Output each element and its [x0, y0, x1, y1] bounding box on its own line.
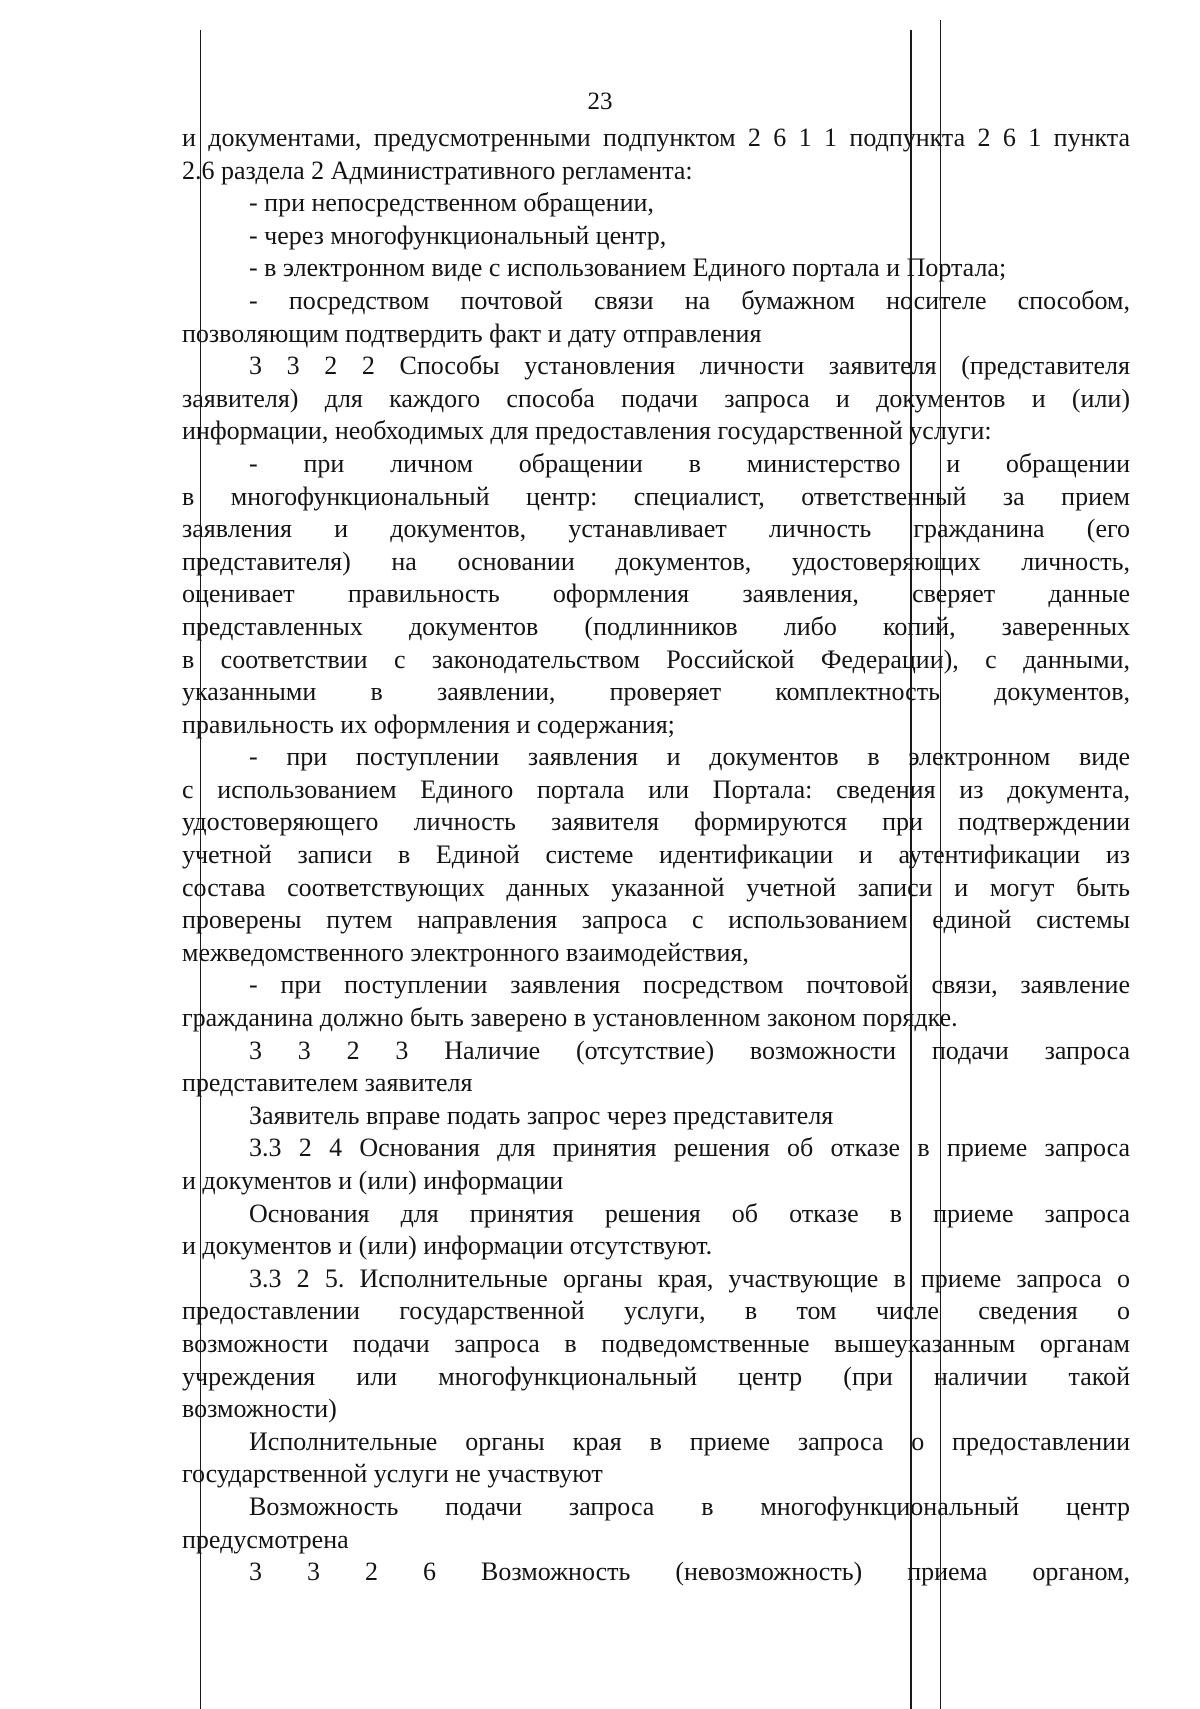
text-line: гражданина должно быть заверено в установленном законом порядке. — [182, 1003, 958, 1033]
text-line: с использованием Единого портала или Портала: сведения из документа, — [182, 774, 1130, 804]
text-line: Основания для принятия решения об отказе в приеме запроса — [249, 1198, 1130, 1228]
text-line: возможности подачи запроса в подведомственные вышеуказанным органам — [182, 1328, 1130, 1358]
text-line: представителя) на основании документов, удостоверяющих личность, — [182, 546, 1130, 576]
text-line: - посредством почтовой связи на бумажном носителе способом, — [249, 285, 1130, 315]
text-line: состава соответствующих данных указанной учетной записи и могут быть — [182, 872, 1130, 902]
text-line: позволяющим подтвердить факт и дату отправления — [182, 318, 762, 348]
text-line: - при поступлении заявления и документов в электронном виде — [249, 742, 1130, 772]
text-line: 2.6 раздела 2 Административного регламента: — [182, 155, 693, 185]
text-line: возможности) — [182, 1394, 337, 1424]
text-line: заявления и документов, устанавливает личность гражданина (его — [182, 514, 1130, 544]
text-line: и документов и (или) информации — [182, 1166, 564, 1195]
document-body — [182, 122, 1130, 1589]
text-line: 3 3 2 6 Возможность (невозможность) приема органом, — [249, 1557, 1130, 1587]
text-line: государственной услуги не участвуют — [182, 1459, 603, 1489]
text-line: - в электронном виде с использованием Единого портала и Портала; — [249, 253, 1007, 283]
text-line: представителем заявителя — [182, 1068, 473, 1098]
text-line: удостоверяющего личность заявителя формируются при подтверждении — [182, 807, 1130, 837]
text-line: оценивает правильность оформления заявления, сверяет данные — [182, 579, 1130, 609]
page-number: 23 — [587, 88, 613, 115]
text-line: предусмотрена — [182, 1524, 349, 1554]
text-line: Заявитель вправе подать запрос через представителя — [249, 1100, 834, 1130]
text-line: 3 3 2 2 Способы установления личности заявителя (представителя — [249, 351, 1130, 381]
text-line: 3.3 2 5. Исполнительные органы края, участвующие в приеме запроса о — [249, 1263, 1130, 1293]
text-line: - через многофункциональный центр, — [249, 220, 667, 250]
text-line: Исполнительные органы края в приеме запроса о предоставлении — [249, 1426, 1130, 1456]
text-line: предоставлении государственной услуги, в том числе сведения о — [182, 1296, 1130, 1326]
text-line: межведомственного электронного взаимодействия, — [182, 937, 749, 967]
text-line: и документов и (или) информации отсутствуют. — [182, 1231, 713, 1261]
text-line: и документами, предусмотренными подпунктом 2 6 1 1 подпункта 2 6 1 пункта — [182, 123, 1130, 152]
text-line: представленных документов (подлинников либо копий, заверенных — [182, 611, 1130, 641]
text-line: Возможность подачи запроса в многофункциональный центр — [249, 1491, 1130, 1521]
text-line: учетной записи в Единой системе идентификации и аутентификации из — [182, 840, 1130, 870]
text-line: - при поступлении заявления посредством почтовой связи, заявление — [249, 970, 1130, 1000]
text-line: - при личном обращении в министерство и обращении — [249, 448, 1130, 478]
text-line: заявителя) для каждого способа подачи запроса и документов и (или) — [182, 383, 1130, 413]
text-line: - при непосредственном обращении, — [249, 188, 654, 218]
text-line: указанными в заявлении, проверяет комплектность документов, — [182, 677, 1130, 707]
text-line: в соответствии с законодательством Российской Федерации), с данными, — [182, 644, 1130, 674]
text-line: 3 3 2 3 Наличие (отсутствие) возможности подачи запроса — [249, 1035, 1130, 1065]
text-line: правильность их оформления и содержания; — [182, 709, 675, 739]
text-line: информации, необходимых для предоставления государственной услуги: — [182, 416, 992, 446]
text-line: проверены путем направления запроса с использованием единой системы — [182, 905, 1130, 935]
text-line: в многофункциональный центр: специалист, ответственный за прием — [182, 481, 1130, 511]
text-line: учреждения или многофункциональный центр (при наличии такой — [182, 1361, 1130, 1391]
text-line: 3.3 2 4 Основания для принятия решения об отказе в приеме запроса — [249, 1133, 1130, 1163]
